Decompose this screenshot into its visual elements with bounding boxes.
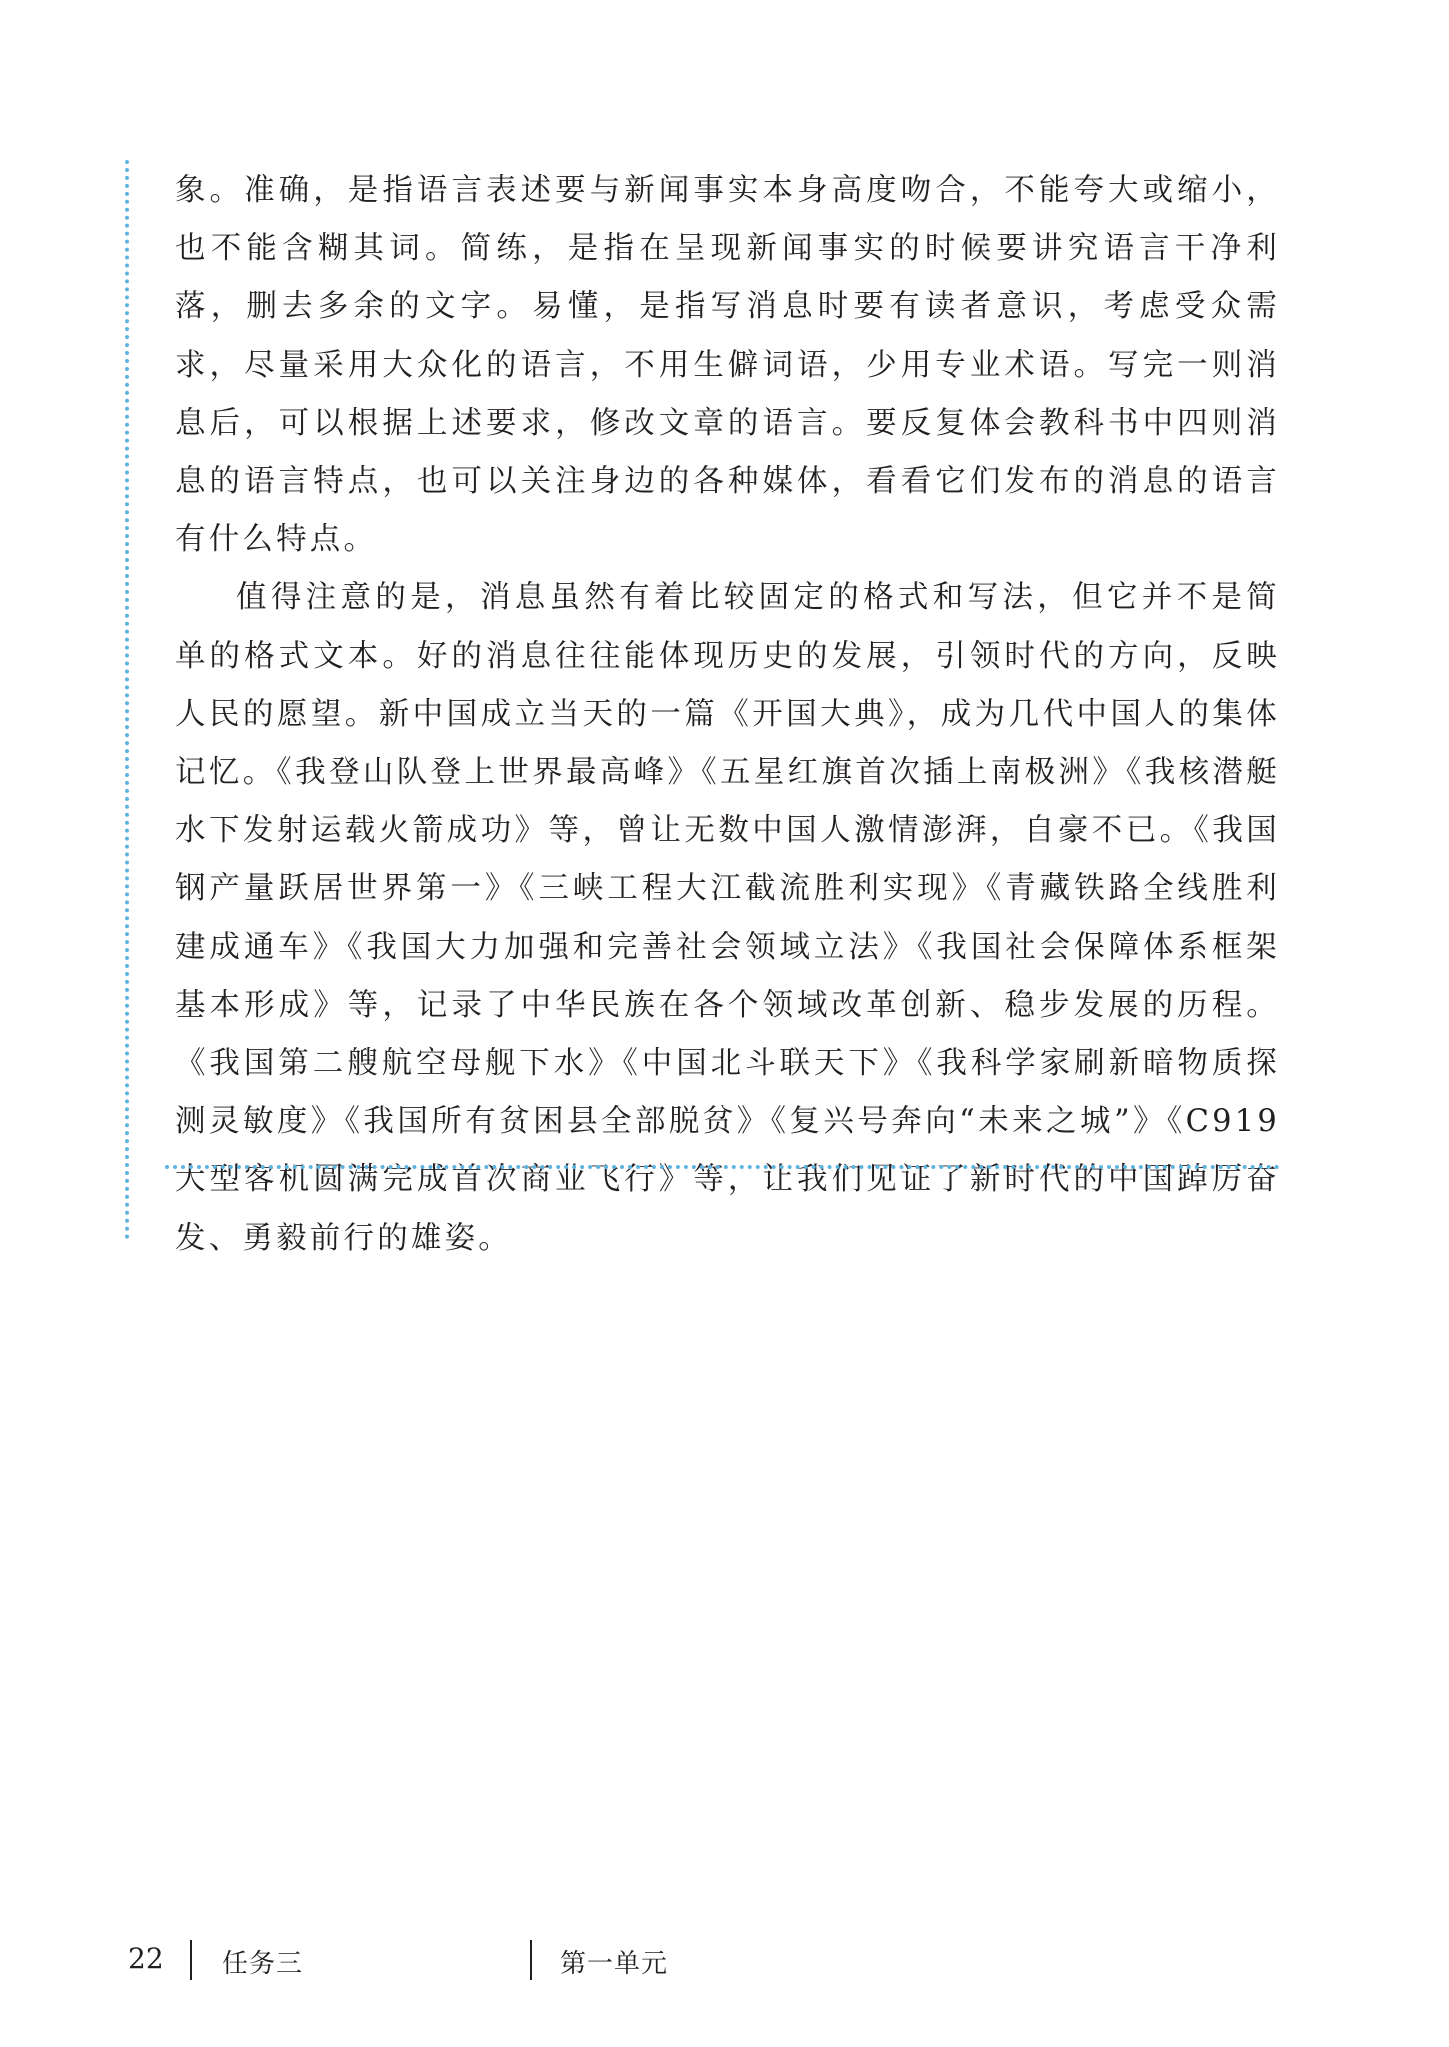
paragraph-language-requirements: 象。准确，是指语言表述要与新闻事实本身高度吻合，不能夸大或缩小，也不能含糊其词。简练，是指在呈现新闻事实的时候要讲究语言干净利落，删去多余的文字。易懂，是指写消息时要有读者意识，考虑受众需求，尽量采用大众化的语言，不用生僻词语，少用专业术语。写完一则消息后，可以根据上述要求，修改文章的语言。要反复体会教科书中四则消息的语言特点，也可以关注身边的各种媒体，看看它们发布的消息的语言有什么特点。 [175, 173, 1280, 558]
bottom-dotted-rule [165, 1165, 1280, 1169]
footer-unit-label: 第一单元 [560, 1949, 669, 1979]
paragraph-news-significance: 值得注意的是，消息虽然有着比较固定的格式和写法，但它并不是简单的格式文本。好的消息往往能体现历史的发展，引领时代的方向，反映人民的愿望。新中国成立当天的一篇《开国大典》，成为几代中国人的集体记忆。《我登山队登上世界最高峰》《五星红旗首次插上南极洲》《我核潜艇水下发射运载火箭成功》等，曾让无数中国人激情澎湃，自豪不已。《我国钢产量跃居世界第一》《三峡工程大江截流胜利实现》《青藏铁路全线胜利建成通车》《我国大力加强和完善社会领域立法》《我国社会保障体系框架基本形成》等，记录了中华民族在各个领域改革创新、稳步发展的历程。《我国第二艘航空母舰下水》《中国北斗联天下》《我科学家刷新暗物质探测灵敏度》《我国所有贫困县全部脱贫》《复兴号奔向“未来之城”》《C919大型客机圆满完成首次商业飞行》等，让我们见证了新时代的中国踔厉奋发、勇毅前行的雄姿。 [175, 580, 1280, 1256]
footer-separator [530, 1940, 532, 1980]
footer-separator [190, 1940, 192, 1980]
footer-task-label: 任务三 [222, 1949, 304, 1979]
body-text [175, 162, 1280, 1268]
page-number: 22 [128, 1942, 164, 1975]
page-footer [0, 1940, 1449, 1990]
left-dotted-rule [125, 160, 129, 1240]
